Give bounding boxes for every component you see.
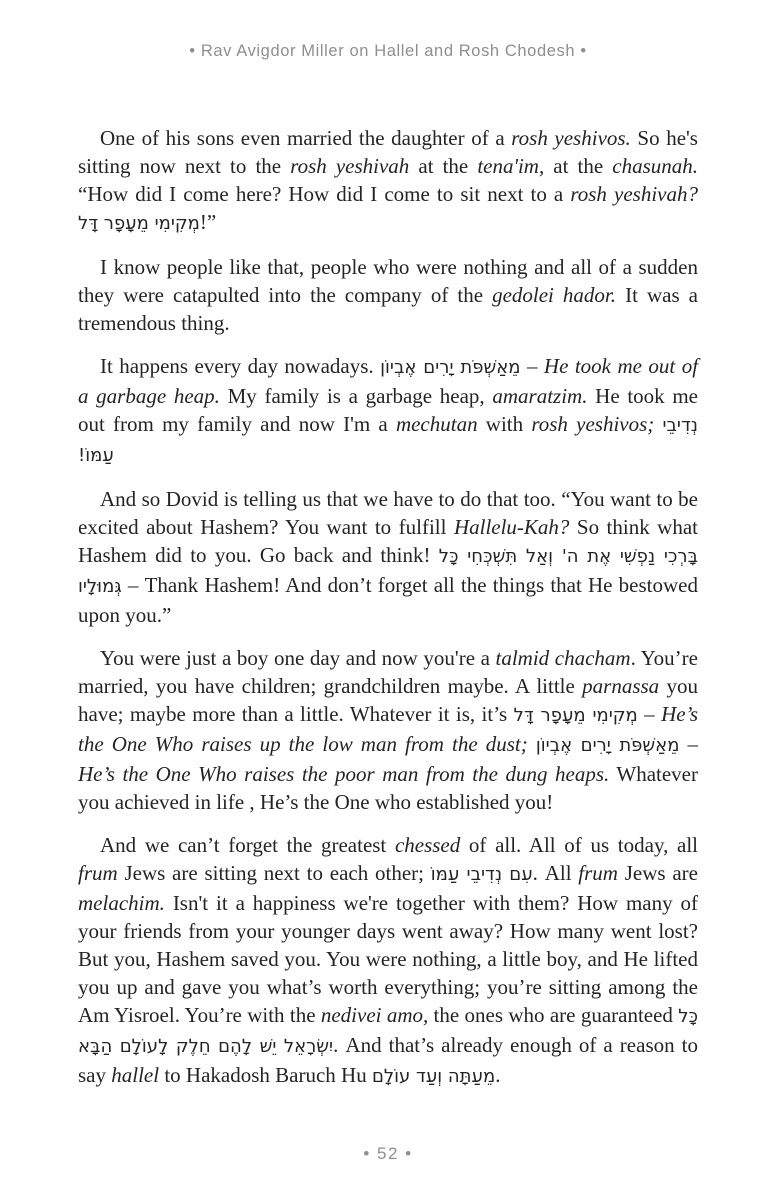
paragraph: One of his sons even married the daughter of a rosh yeshivos. So he's sitting now next to the rosh yeshivah at the tena'im, at the chasunah. “How did I come here? How did I come to sit next to a rosh yeshivah? מְקִימִי מֵעָפָר דָּל!” xyxy=(78,126,699,234)
paragraph: And we can’t forget the greatest chessed of all. All of us today, all frum Jews are sitting next to each other; עִם נְדִיבֵי עַמּוֹ. All frum Jews are melachim. Isn't it a happiness we're together with them? How many of your friends from your younger days went away? How many went lost? But you, Hashem saved you. You were nothing, a little boy, and He lifted you up and gave you what’s worth everything; you’re sitting among the Am Yisroel. You’re with the nedivei amo, the ones who are guaranteed כָּל יִשְׂרָאֵל יֵשׁ לָהֶם חֵלֶק לָעוֹלָם הַבָּא. And that’s already enough of a reason to say hallel to Hakadosh Baruch Hu מֵעַתָּה וְעַד עוֹלָם. xyxy=(78,833,699,1087)
italic-term: Hallelu-Kah? xyxy=(453,515,570,539)
italic-term: chessed xyxy=(394,833,461,857)
italic-term: hallel xyxy=(111,1063,160,1087)
italic-term: rosh yeshivah xyxy=(290,154,410,178)
italic-term: gedolei hador. xyxy=(492,283,617,307)
italic-term: He’s the One Who raises up the low man from the dust; xyxy=(78,702,699,756)
italic-term: frum xyxy=(78,861,118,885)
hebrew-phrase: עִם נְדִיבֵי עַמּוֹ xyxy=(430,864,533,885)
italic-term: He took me out of a garbage heap. xyxy=(78,354,699,408)
paragraph: It happens every day nowadays. מֵאַשְׁפֹּת יָרִים אֶבְיוֹן – He took me out of a garbage heap. My family is a garbage heap, amaratzim. He took me out from my family and now I'm a mechutan with rosh yeshivos; נְדִיבֵי עַמּוֹ! xyxy=(78,354,699,466)
italic-term: tena'im, xyxy=(477,154,545,178)
page-body xyxy=(78,124,698,1106)
paragraph: I know people like that, people who were nothing and all of a sudden they were catapulted into the company of the gedolei hador. It was a tremendous thing. xyxy=(78,255,698,335)
italic-term: He’s the One Who raises the poor man from the dung heaps. xyxy=(78,762,610,786)
italic-term: frum xyxy=(578,861,618,885)
italic-term: parnassa xyxy=(582,674,660,698)
hebrew-phrase: בָּרְכִי נַפְשִׁי אֶת ה' וְאַל תִּשְׁכְּחִי כָּל גְּמוּלָיו xyxy=(78,546,698,597)
italic-term: melachim. xyxy=(78,891,165,915)
italic-term: rosh yeshivos. xyxy=(511,126,631,150)
running-header: • Rav Avigdor Miller on Hallel and Rosh Chodesh • xyxy=(189,42,587,60)
italic-term: amaratzim. xyxy=(492,384,588,408)
page-number: • 52 • xyxy=(363,1144,413,1163)
hebrew-phrase: מֵאַשְׁפֹּת יָרִים אֶבְיוֹן xyxy=(535,735,680,756)
italic-term: rosh yeshivah? xyxy=(570,182,698,206)
italic-term: nedivei amo, xyxy=(320,1003,429,1027)
italic-term: chasunah. xyxy=(612,154,699,178)
italic-term: talmid chacham xyxy=(495,646,631,670)
paragraph: And so Dovid is telling us that we have to do that too. “You want to be excited about Hashem? You want to fulfill Hallelu-Kah? So think what Hashem did to you. Go back and think! בָּרְכִי נַפְשִׁי אֶת ה' וְאַל תִּשְׁכְּחִי כָּל גְּמוּלָיו – Thank Hashem! And don’t forget all the things that He bestowed upon you.” xyxy=(78,487,698,627)
hebrew-phrase: נְדִיבֵי עַמּוֹ! xyxy=(78,415,698,466)
hebrew-phrase: מְקִימִי מֵעָפָר דָּל xyxy=(78,213,200,234)
hebrew-phrase: מְקִימִי מֵעָפָר דָּל xyxy=(513,705,638,726)
italic-term: mechutan xyxy=(395,412,478,436)
hebrew-phrase: כָּל יִשְׂרָאֵל יֵשׁ לָהֶם חֵלֶק לָעוֹלָם הַבָּא xyxy=(78,1006,699,1057)
hebrew-phrase: מֵאַשְׁפֹּת יָרִים אֶבְיוֹן xyxy=(380,357,521,378)
hebrew-phrase: מֵעַתָּה וְעַד עוֹלָם xyxy=(371,1066,496,1087)
paragraph: You were just a boy one day and now you're a talmid chacham. You’re married, you have children; grandchildren maybe. A little parnassa you have; maybe more than a little. Whatever it is, it’s מְקִימִי מֵעָפָר דָּל – He’s the One Who raises up the low man from the dust; מֵאַשְׁפֹּת יָרִים אֶבְיוֹן – He’s the One Who raises the poor man from the dung heaps. Whatever you achieved in life , He’s the One who established you! xyxy=(78,646,699,814)
italic-term: rosh yeshivos; xyxy=(531,412,655,436)
